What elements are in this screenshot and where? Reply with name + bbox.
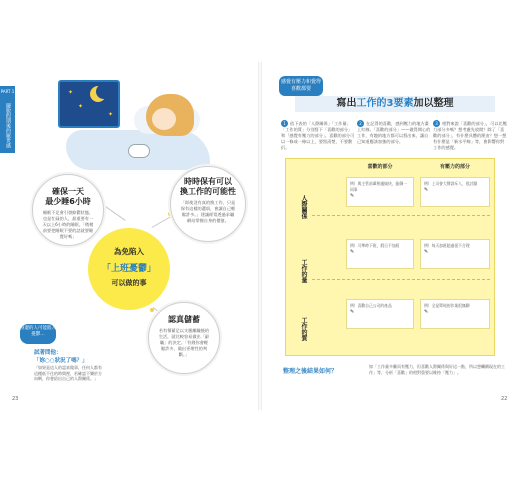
tip-circle-job-change [170,166,246,242]
table-cell [346,239,414,269]
row-label: 工作的量 [300,259,307,283]
section-tag: 感覺有壓力和覺得喜歡都要 [279,76,323,96]
pen-icon: ✎ [424,309,429,315]
star-icon: ✦ [78,103,84,110]
center-line-1: 為免陷入 [114,247,144,256]
center-line-2: 「上班憂鬱」 [101,264,156,274]
table-cell [346,299,414,329]
pen-icon: ✎ [424,249,429,255]
pen-icon: ✎ [424,187,429,193]
cell-text: 例）可準時下班，假日不加班 [350,243,400,248]
speech-bubble: 身邊的人可能陷入憂鬱… [20,324,56,344]
connector-dot [150,308,154,312]
step-1 [281,120,355,151]
part-tab: PART 1 [0,86,15,98]
title-highlight: 工作的3要素 [356,98,414,109]
step-2 [357,120,431,145]
step-number: 3 [433,120,440,127]
column-header: 喜歡的部分 [367,164,393,170]
dashed-divider [312,279,490,280]
step-text: 相對來說「喜歡的部分」，可以比壓力部分多嗎？想考慮先放開？除了「喜歡的部分」，有什麼具體的理由？想一想有什麼是「新水平線」等，會影響你對工作的感覺。 [433,121,507,150]
circle-body: 睡眠不足會引發抑鬱狀態，也是忙碌的人，最重要有一天以上6小時的睡眠。「稍稍前要把睡眠不要的話就要睡覺好嗎」 [42,210,94,239]
dashed-divider [312,215,490,216]
pen-icon: ✎ [350,309,355,315]
table-cell [420,239,490,269]
side-chapter-label: 擺脫假期後的厭世感 [0,98,15,153]
cell-text: 例）全是單純的作業很無聊 [424,303,470,308]
page-number: 23 [12,396,19,402]
cell-text: 例）喜歡自己公司的產品 [350,303,392,308]
night-window [58,80,120,128]
row-label: 人際關係 [300,195,307,219]
page-title [295,96,495,112]
work-elements-table [285,158,495,356]
center-topic-circle [88,228,170,310]
book-spread [0,62,520,410]
tip-title: 試著問他： [34,350,62,356]
column-header: 有壓力的部分 [439,164,470,170]
circle-body: 「即使沒有真的換工作，只是保有這樣的選項，會讓自己輕鬆許多。」建議經常透過求職網站掌握自身的價值。 [180,200,236,223]
row-label: 工作的質 [300,317,307,341]
cell-text: 例）與主管前輩相處愉快，能聊一同事 [350,181,407,192]
step-text: 在記得的喜歡，感到壓力的地方畫上紅線。「喜歡的部分」——做得開心的工作，有趣的地方都可以寫出來，讓自己知道應該加強的部分。 [357,121,431,144]
page-number: 22 [501,396,508,402]
tip-circle-savings [148,302,220,374]
step-number: 2 [357,120,364,127]
step-number: 1 [281,120,288,127]
circle-title: 認真儲蓄 [168,315,200,324]
connector-line [102,204,126,221]
summary-text: 如「工作量多難而有壓力，但喜歡人際關係與好這一點，所以想繼續現在的工作」等，分析「喜歡」的相對重要以維持「壓力」。 [369,364,505,375]
sleeping-woman-illustration [58,80,210,172]
table-cell [346,177,414,207]
step-text: 依下表的「人際關係」「工作量」「工作的質」分別寫下「喜歡的部分」和「感覺有壓力的部分」。喜歡的部分可以一條或一條以上，要寫清楚，不要敷衍。 [281,121,355,150]
cell-text: 例）每天加班超過很不合理 [424,243,470,248]
star-icon: ✦ [108,111,114,118]
circle-title: 換工作的可能性 [180,187,236,196]
table-cell [420,177,490,207]
title-prefix: 寫出 [336,98,357,109]
center-line-3: 可以做的事 [111,279,147,287]
step-3 [433,120,507,151]
pen-icon: ✎ [350,249,355,255]
cell-text: 例）上司會大聲訓斥人，很討厭 [424,181,478,186]
left-page [0,62,259,410]
circle-title: 最少睡6小時 [45,197,91,206]
title-suffix: 加以整理 [413,98,454,109]
circle-body: 若有積蓄足以支應離職後的生活，就比較容易做出「辭職」的決定。「有錢你會輕鬆許多，做出更理性的判斷。」 [158,328,210,357]
cat-icon [128,144,150,158]
tip-text: 「如果是這人的認真做事，任何人都有這種低不住的時間裡，若確認不樂於方向啊，你會給出自己的人際關係。」 [34,365,102,381]
woman-face [152,108,176,130]
pen-icon: ✎ [350,193,355,199]
circle-title: 時時保有可以 [184,177,232,186]
table-cell [420,299,490,329]
star-icon: ✦ [68,89,74,96]
circle-title: 確保一天 [52,187,84,196]
tip-circle-sleep [32,174,104,246]
summary-question: 整理之後結果如何？ [283,368,338,375]
tip-subtitle: 「妳○○狀況了嗎？」 [34,358,88,364]
right-page [261,62,520,410]
